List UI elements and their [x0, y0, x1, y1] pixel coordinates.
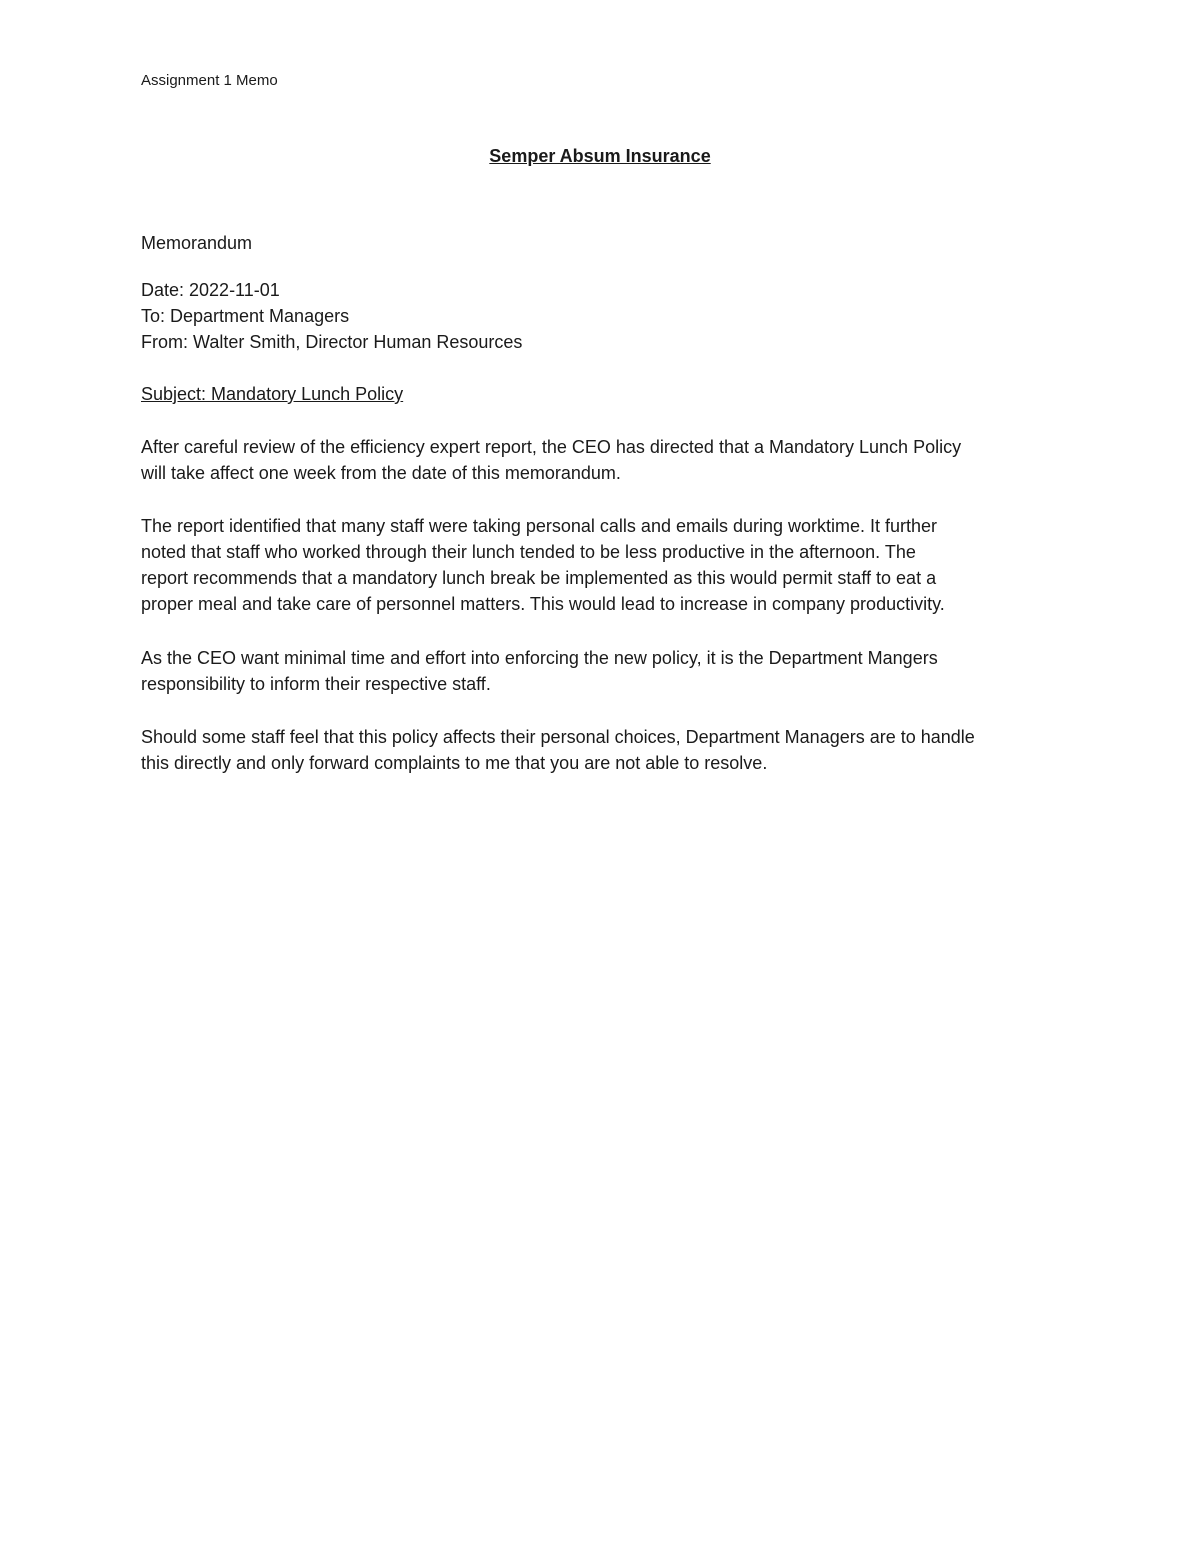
company-title: Semper Absum Insurance	[489, 146, 711, 166]
memo-recipient: To: Department Managers	[141, 306, 350, 326]
memo-sender: From: Walter Smith, Director Human Resources	[141, 332, 523, 352]
page-header-note: Assignment 1 Memo	[141, 72, 278, 89]
body-paragraph-3: As the CEO want minimal time and effort into enforcing the new policy, it is the Department Mangers responsibility to inform their respective staff.	[141, 648, 938, 694]
memo-date: Date: 2022-11-01	[141, 280, 280, 300]
body-paragraph-1: After careful review of the efficiency expert report, the CEO has directed that a Mandatory Lunch Policy will take affect one week from the date of this memorandum.	[141, 437, 962, 483]
body-paragraph-4: Should some staff feel that this policy affects their personal choices, Department Managers are to handle this directly and only forward complaints to me that you are not able to resolve.	[141, 727, 975, 773]
body-paragraph-2: The report identified that many staff were taking personal calls and emails during worktime. It further noted that staff who worked through their lunch tended to be less productive in the afternoon. The report recommends that a mandatory lunch break be implemented as this would permit staff to eat a proper meal and take care of personnel matters. This would lead to increase in company productivity.	[141, 516, 945, 614]
memo-subject: Subject: Mandatory Lunch Policy	[141, 384, 404, 404]
memo-label: Memorandum	[141, 233, 253, 253]
